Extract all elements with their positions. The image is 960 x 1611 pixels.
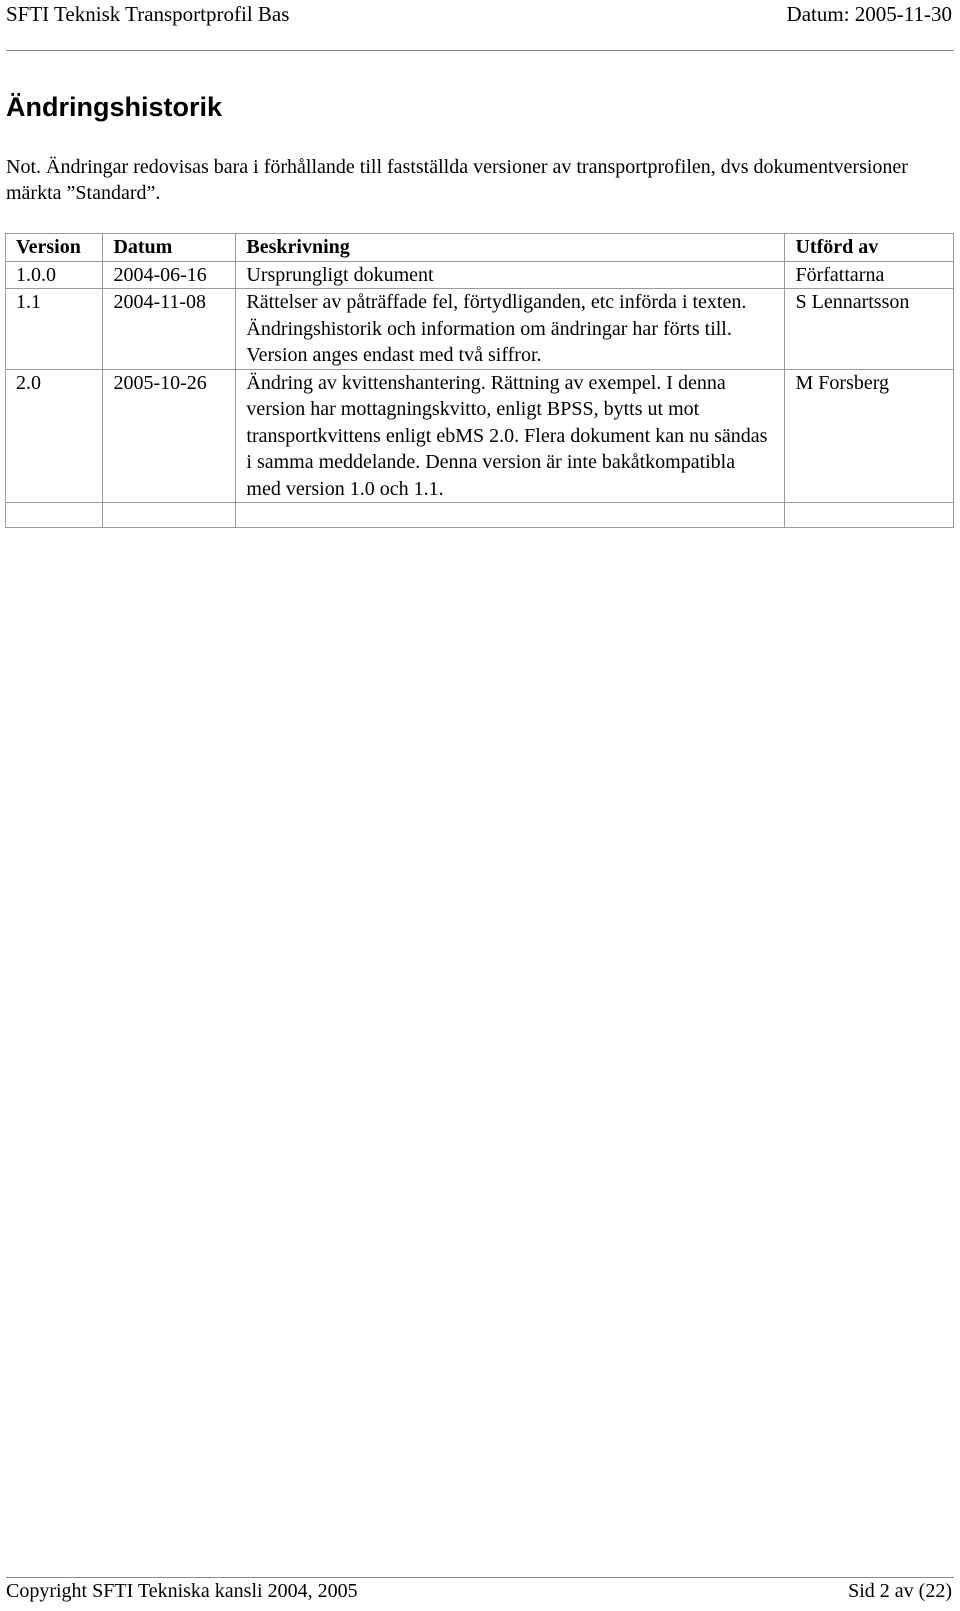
table-row	[6, 289, 954, 370]
header-datum: Datum	[103, 234, 236, 262]
cell-utford-av: S Lennartsson	[785, 289, 954, 370]
cell-datum: 2004-06-16	[103, 261, 236, 289]
empty-cell	[103, 503, 236, 528]
cell-datum: 2005-10-26	[103, 369, 236, 503]
page-footer	[6, 1577, 954, 1608]
page-number: Sid 2 av (22)	[848, 1580, 952, 1602]
copyright-text: Copyright SFTI Tekniska kansli 2004, 2005	[6, 1580, 358, 1602]
note-paragraph: Not. Ändringar redovisas bara i förhållande till fastställda versioner av transportprofilen, dvs dokumentversioner märkta ”Standard”.	[6, 156, 908, 204]
cell-utford-av: M Forsberg	[785, 369, 954, 503]
cell-beskrivning: Ursprungligt dokument	[236, 261, 785, 289]
empty-cell	[6, 503, 103, 528]
cell-utford-av: Författarna	[785, 261, 954, 289]
header-beskrivning: Beskrivning	[236, 234, 785, 262]
header-utford-av: Utförd av	[785, 234, 954, 262]
change-history-table	[5, 233, 954, 528]
empty-table-row	[6, 503, 954, 528]
header-version: Version	[6, 234, 103, 262]
cell-version: 2.0	[6, 369, 103, 503]
section-heading: Ändringshistorik	[6, 92, 223, 122]
cell-datum: 2004-11-08	[103, 289, 236, 370]
document-date: Datum: 2005-11-30	[786, 2, 952, 26]
cell-version: 1.0.0	[6, 261, 103, 289]
cell-version: 1.1	[6, 289, 103, 370]
cell-beskrivning: Rättelser av påträffade fel, förtydliganden, etc införda i texten. Ändringshistorik och information om ändringar har förts till. Version anges endast med två siffror.	[236, 289, 785, 370]
table-row	[6, 369, 954, 503]
empty-cell	[236, 503, 785, 528]
page-header	[6, 0, 954, 51]
cell-beskrivning: Ändring av kvittenshantering. Rättning av exempel. I denna version har mottagningskvitto, enligt BPSS, bytts ut mot transportkvittens enligt ebMS 2.0. Flera dokument kan nu sändas i samma meddelande. Denna version är inte bakåtkompatibla med version 1.0 och 1.1.	[236, 369, 785, 503]
empty-cell	[785, 503, 954, 528]
table-header-row	[6, 234, 954, 262]
document-title: SFTI Teknisk Transportprofil Bas	[6, 2, 290, 26]
table-row	[6, 261, 954, 289]
